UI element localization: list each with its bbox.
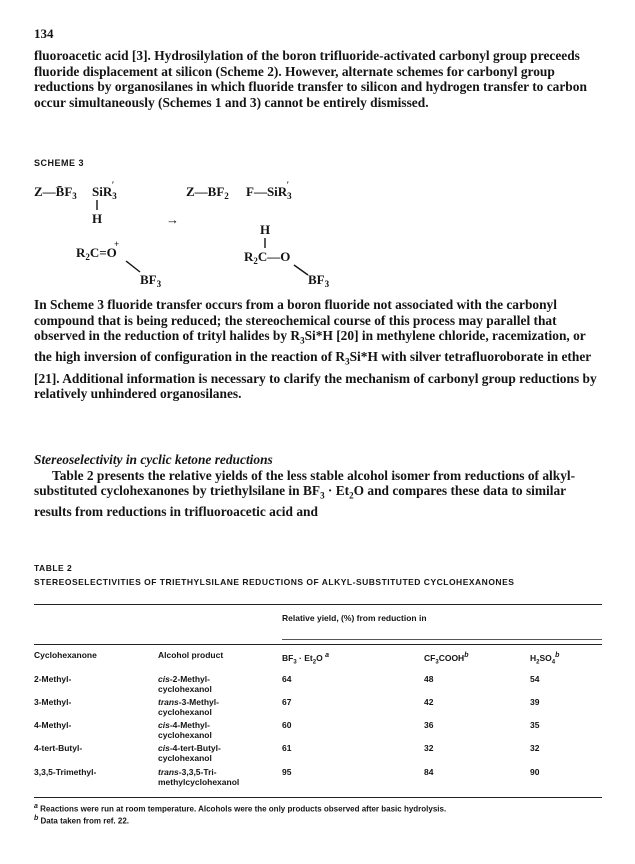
- cell-ketone: 3-Methyl-: [34, 697, 72, 707]
- cell-cf3cooh: 84: [424, 767, 434, 777]
- cell-alcohol: trans-3,3,5-Tri- methylcyclohexanol: [158, 767, 240, 787]
- scheme-right-h: H: [260, 222, 271, 237]
- cell-alcohol: cis-4-tert-Butyl- cyclohexanol: [158, 743, 221, 763]
- cell-ketone: 3,3,5-Trimethyl-: [34, 767, 97, 777]
- cell-h2so4: 54: [530, 674, 540, 684]
- cell-cf3cooh: 36: [424, 720, 434, 730]
- cell-ketone: 4-tert-Butyl-: [34, 743, 83, 753]
- paragraph-stereoselectivity: Stereoselectivity in cyclic ketone reductions Table 2 presents the relative yields of the less stable alcohol isomer from reductions of alkyl-substituted cyclohexanones by triethylsilane in $BF_3 \cdot Et_2O$ and compares these data to similar results from reductions in trifluoroacetic acid and: [34, 452, 576, 520]
- page-number: 134: [34, 26, 54, 41]
- cell-alcohol: cis-2-Methyl- cyclohexanol: [158, 674, 212, 694]
- table-bottom-rule: [34, 797, 602, 798]
- cell-alcohol: cis-4-Methyl- cyclohexanol: [158, 720, 212, 740]
- scheme-label: SCHEME 3: [34, 158, 85, 168]
- scheme-right-o-b-bond: [294, 265, 308, 275]
- footnote-b: $^b$ Data taken from ref. 22.: [34, 815, 129, 826]
- scheme-left-h: H: [92, 211, 103, 226]
- paragraph-intro: fluoroacetic acid [3]. Hydrosilylation of the boron trifluoride-activated carbonyl group preceeds fluoride displacement at silicon (Scheme 2). However, alternate schemes for carbonyl group reductions by organosilanes in which fluoride transfer to silicon and hydrogen transfer to carbon occur simultaneously (Schemes 1 and 3) cannot be entirely dismissed.: [34, 48, 587, 110]
- cell-h2so4: 35: [530, 720, 540, 730]
- scheme-arrow: →: [166, 212, 179, 227]
- scheme-left-bf3: $BF_3$: [140, 272, 162, 289]
- scheme-right-f-sir3: F—SiR$_3$′: [246, 180, 292, 201]
- cell-cf3cooh: 48: [424, 674, 434, 684]
- cell-h2so4: 39: [530, 697, 540, 707]
- cell-bf3: 95: [282, 767, 292, 777]
- scheme-right-z-bf2: $Z—BF_2$: [186, 184, 229, 201]
- header-cyclohexanone: Cyclohexanone: [34, 650, 97, 660]
- table-label: TABLE 2: [34, 563, 73, 573]
- header-alcohol-product: Alcohol product: [158, 650, 224, 660]
- scheme-right-bf3: $BF_3$: [308, 272, 330, 289]
- paragraph-scheme-discussion: In Scheme 3 fluoride transfer occurs from a boron fluoride not associated with the carbonyl compound that is being reduced; the stereochemical course of this process may parallel that observed in the reduction of trityl halides by $R_3Si*H$ [20] in methylene chloride, racemization, or the high inversion of configuration in the reaction of $R_3Si*H$ with silver tetrafluoroborate in ether [21]. Additional information is necessary to clarify the mechanism of carbonyl group reductions by relatively unhindered organosilanes.: [34, 297, 597, 402]
- cell-ketone: 2-Methyl-: [34, 674, 72, 684]
- cell-ketone: 4-Methyl-: [34, 720, 72, 730]
- scheme-3-diagram: [0, 172, 635, 290]
- scheme-left-z-bf3: $Z—B̄F_3$: [34, 184, 77, 201]
- header-bf3-et2o: $BF_3 \cdot Et_2O$ $^a$: [282, 652, 329, 666]
- scheme-left-r2co: $R_2C=O$: [76, 245, 117, 262]
- table-header-rule: [34, 644, 602, 645]
- cell-bf3: 67: [282, 697, 292, 707]
- table-title: STEREOSELECTIVITIES OF TRIETHYLSILANE REDUCTIONS OF ALKYL-SUBSTITUTED CYCLOHEXANONES: [34, 577, 515, 587]
- cell-cf3cooh: 32: [424, 743, 434, 753]
- cell-bf3: 60: [282, 720, 292, 730]
- scheme-left-plus: +: [114, 239, 120, 249]
- header-h2so4: $H_2SO_4^b$: [530, 652, 560, 666]
- cell-h2so4: 32: [530, 743, 540, 753]
- table-spanner-rule: [282, 639, 602, 640]
- footnote-a: $^a$ Reactions were run at room temperature. Alcohols were the only products observed after basic hydrolysis.: [34, 803, 447, 814]
- table-top-rule: [34, 604, 602, 605]
- table-spanner-header: Relative yield, (%) from reduction in: [282, 613, 427, 623]
- cell-bf3: 64: [282, 674, 292, 684]
- scheme-left-sir3: SiR$_3$′: [92, 180, 117, 201]
- cell-alcohol: trans-3-Methyl- cyclohexanol: [158, 697, 219, 717]
- cell-bf3: 61: [282, 743, 292, 753]
- scheme-3-svg: [0, 172, 635, 290]
- cell-h2so4: 90: [530, 767, 540, 777]
- section-heading: Stereoselectivity in cyclic ketone reductions: [34, 452, 273, 467]
- header-cf3cooh: $CF_3COOH^b$: [424, 652, 469, 666]
- cell-cf3cooh: 42: [424, 697, 434, 707]
- scheme-right-r2co: $R_2C—O$: [244, 249, 291, 266]
- scheme-left-o-b-bond: [126, 261, 140, 272]
